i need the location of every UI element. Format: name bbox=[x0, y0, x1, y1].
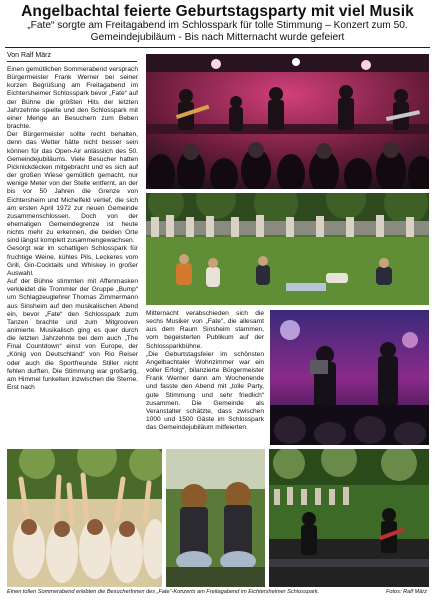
photo-park-crowd bbox=[146, 193, 429, 305]
paragraph: Gesorgt war im schattigen Schlosspark für fruchtige Weine, kühles Pils, Leckeres vom Grill, Gin-Cocktails und Whiskey in großer Auswahl. bbox=[7, 245, 138, 277]
article-column-2 bbox=[146, 310, 264, 432]
header-divider bbox=[5, 47, 430, 48]
paragraph: Der Bürgermeister sollte recht behalten, denn das Wetter hätte nicht besser sein können für das Open-Air anlässlich des 50. Gemeindejubiläums. Viele Besucher hatten Picknickdecken mitgebracht und es sich auf der großen Wiese gemütlich gemacht, nur wenige Meter von der Stelle entfernt, an der bis vor 50 Jahren die Grenze von Eichtersheim und Michelfeld verlief, die sich am ersten April 1972 zur neuen Gemeinde zusammenschlossen. Doch von der ehemaligen Gemeindegrenze ist heute nichts mehr zu erkennen, die beiden Orte sind längst komplett zusammengewachsen. bbox=[7, 131, 138, 245]
photo-singer bbox=[270, 310, 429, 445]
paragraph: Auf der Bühne stimmten mit Affenmasken verkleidet die Trommler der Gruppe „Bump“ um Schlagzeuglehrer Thomas Zimmermann aus Sinsheim auf den musikalischen Abend ein, bevor „Fate“ den Schlosspark zum Tanzen brachte und zum Mitgrooven animierte. Musikalisch ging es quer durch die letzten Jahrzehnte bei dem auch „The Final Countdown“ einst von Europe, der „König von Deutschland“ von Rio Reiser oder auch die Sportfreunde Stiller nicht fehlen durften. Die Stimmung war großartig, am Himmel funkelten inzwischen die Sterne. Erst nach bbox=[7, 278, 138, 392]
photo-band-stage bbox=[146, 54, 429, 189]
photo-crowd-hands bbox=[7, 449, 162, 587]
paragraph: „Die Geburtstagsfeier im schönsten Angelbachtaler Wohnzimmer war ein voller Erfolg“, bilanzierte Bürgermeister Frank Werner dann am Wochenende und fasste den Abend mit „tolle Party, gute Stimmung und sehr friedlich“ zusammen. Die Gemeinde als Veranstalter schätzte, dass zwischen 1000 und 1500 Gäste im Schlosspark das Gemeindejubiläum mitfeierten. bbox=[146, 350, 264, 432]
paragraph: Mitternacht verabschieden sich die sechs Musiker von „Fate“, die allesamt aus dem Raum Sinsheim stammen, vom begeisterten Publikum auf der Schlossparkbühne. bbox=[146, 310, 264, 350]
paragraph: Einen gemütlichen Sommerabend versprach Bürgermeister Frank Werner bei seiner kurzen Begrüßung am Freitagabend im Eichtersheimer Schlosspark bevor „Fate“ auf der Bühne die größten Hits der letzten Jahrzehnte spielte und den Schlosspark mit einer Menge an Besuchern zum Beben brachte. bbox=[7, 66, 138, 131]
byline: Von Ralf März bbox=[7, 52, 51, 59]
photo-drummers bbox=[166, 449, 265, 587]
headline: Angelbachtal feierte Geburtstagsparty mit viel Musik bbox=[21, 3, 414, 20]
photo-credit: Fotos: Ralf März bbox=[385, 589, 427, 595]
byline-divider bbox=[7, 61, 137, 62]
article-column-1 bbox=[7, 66, 138, 392]
photo-stage-wide bbox=[269, 449, 429, 587]
subline: „Fate“ sorgte am Freitagabend im Schlosspark für tolle Stimmung – Konzert zum 50. Gemeindejubiläum - Bis nach Mitternacht wurde gefeiert bbox=[27, 20, 408, 43]
photo-caption: Einen tollen Sommerabend erlebten die BesucherInnen des „Fate“-Konzerts am Freitagabend im Eichtersheimer Schlosspark. bbox=[7, 589, 320, 595]
